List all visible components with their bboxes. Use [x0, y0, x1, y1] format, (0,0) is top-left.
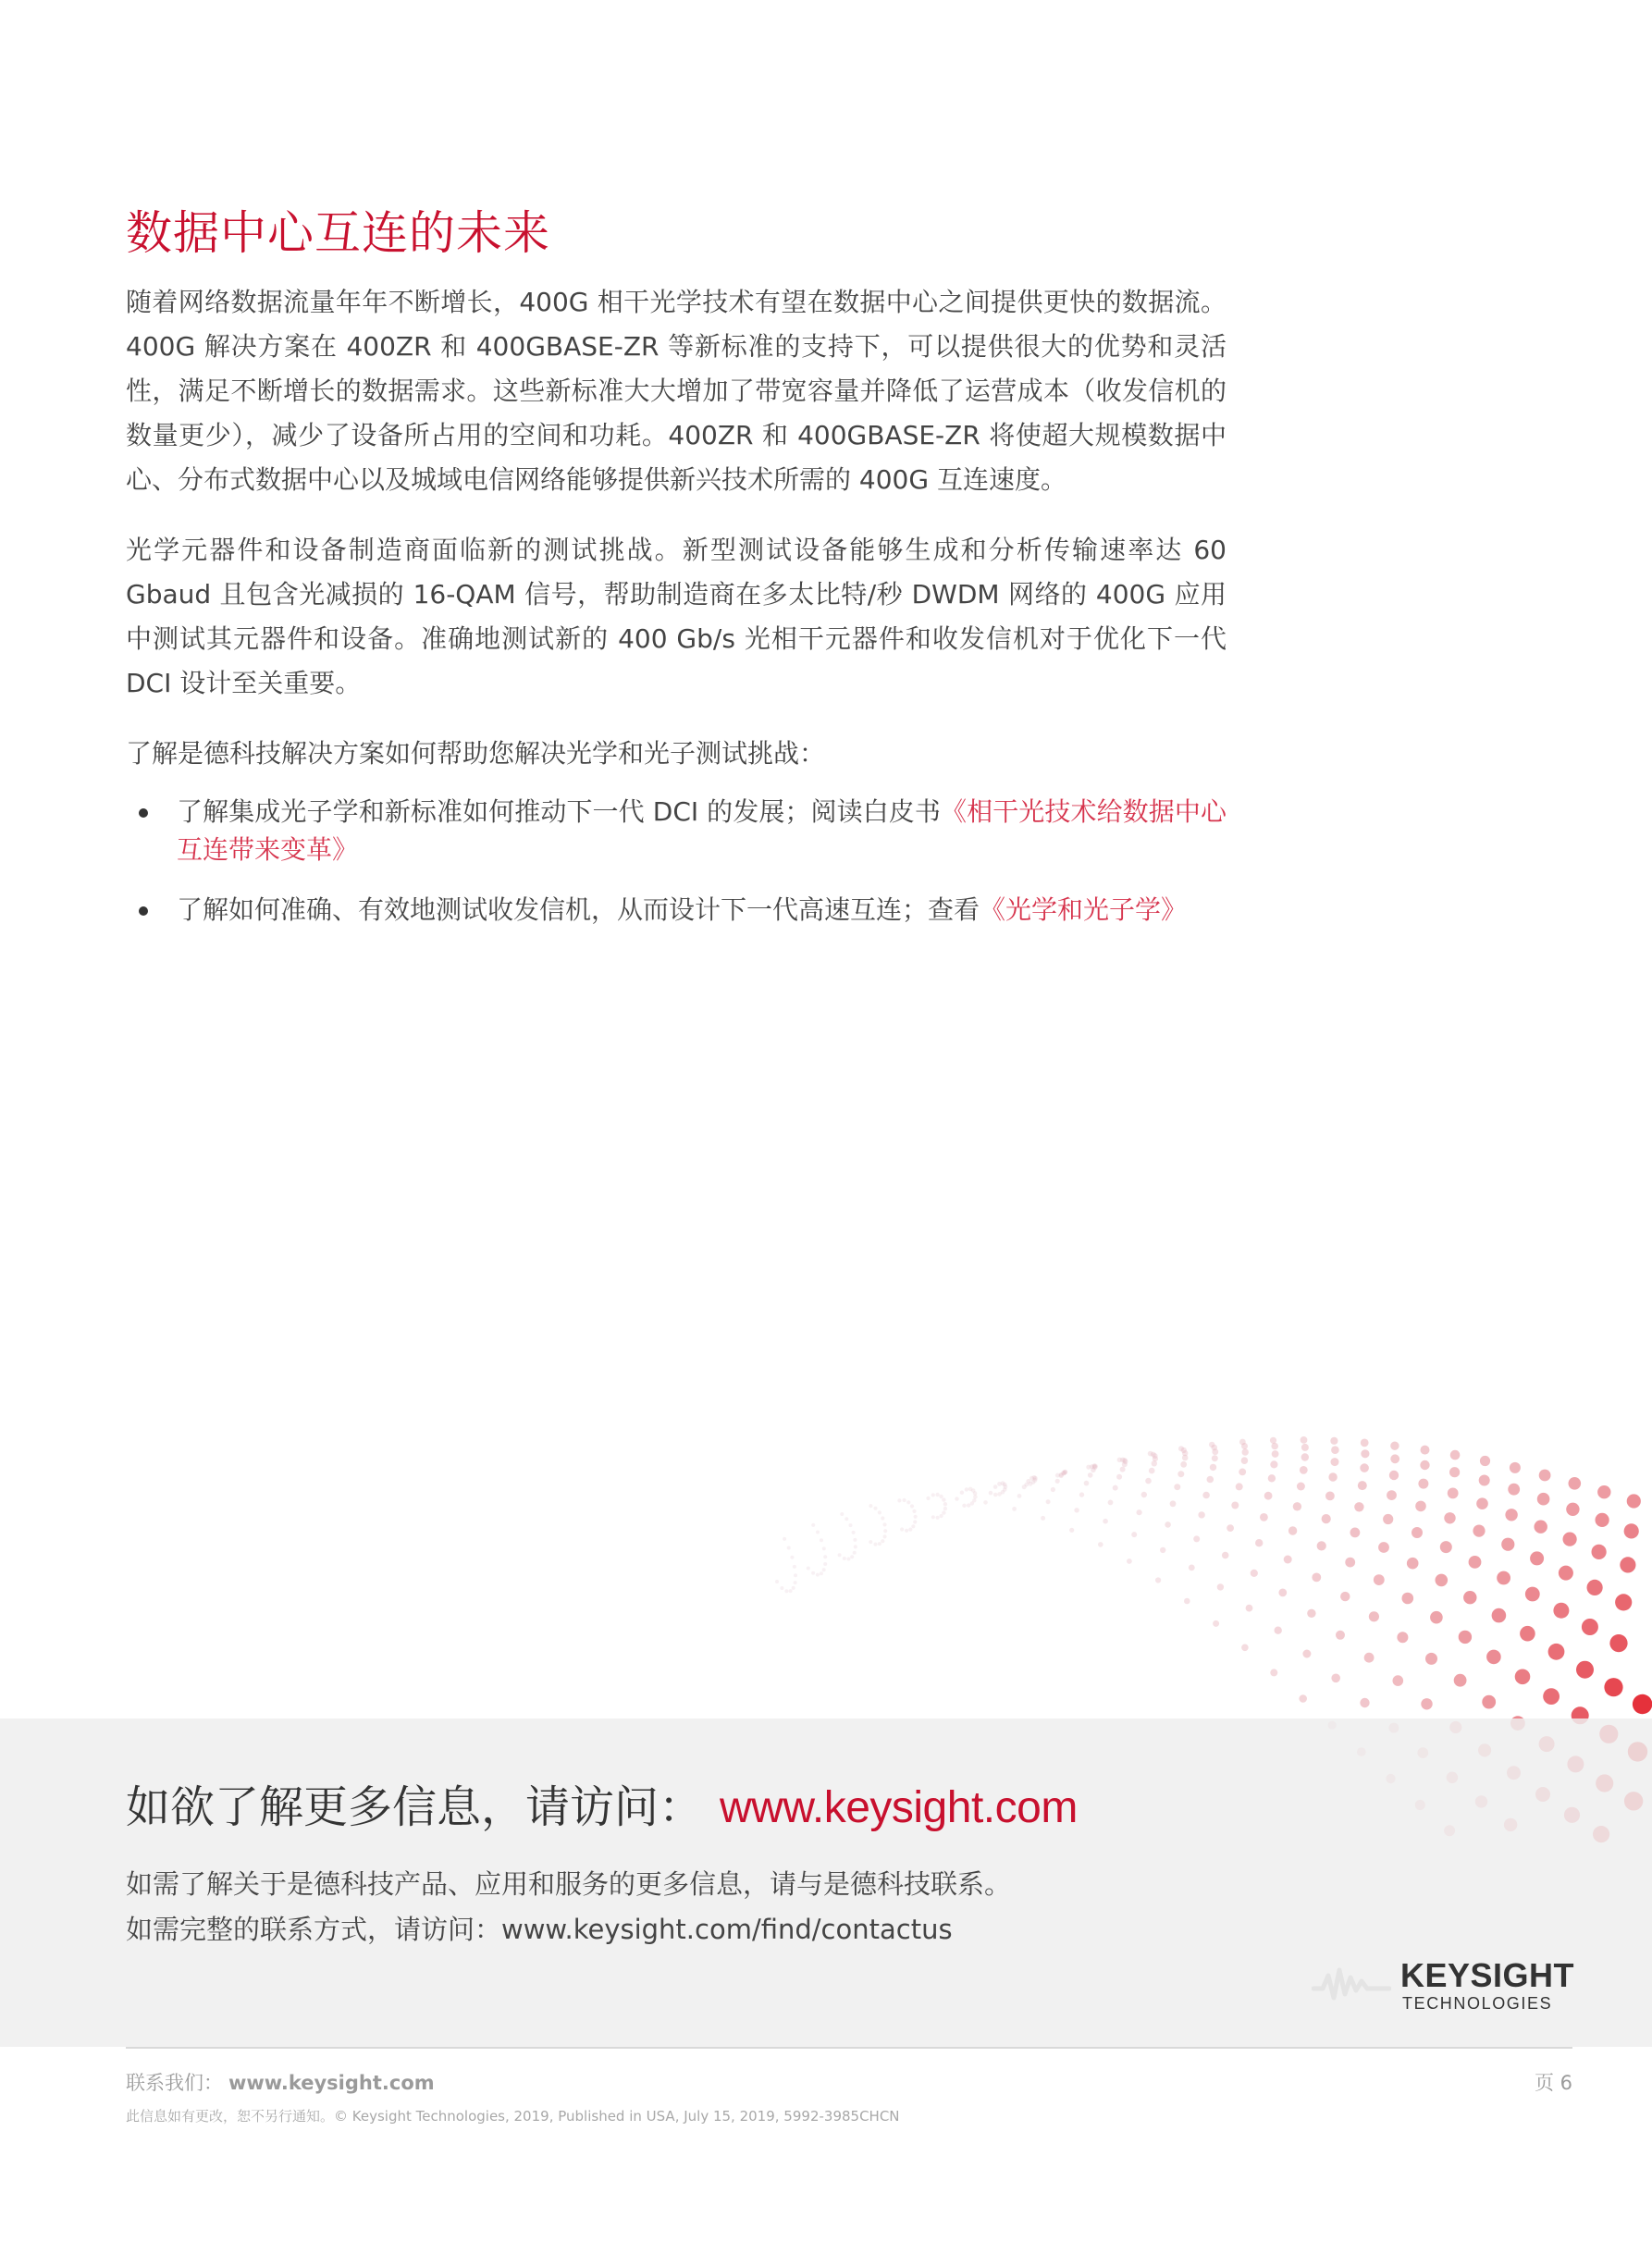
decorative-dot: [1364, 1653, 1375, 1663]
decorative-dot: [960, 1491, 964, 1495]
decorative-dot: [1510, 1462, 1521, 1473]
page-number: 页 6: [1534, 2072, 1572, 2094]
decorative-dot: [1469, 1556, 1482, 1569]
decorative-dot: [775, 1580, 779, 1583]
decorative-dot: [820, 1538, 823, 1542]
decorative-dot: [1361, 1439, 1369, 1447]
decorative-dot: [1165, 1521, 1171, 1528]
decorative-dot: [931, 1493, 935, 1497]
decorative-dot: [844, 1517, 848, 1521]
decorative-dot: [1360, 1463, 1369, 1472]
decorative-dot: [1330, 1437, 1338, 1445]
decorative-dot: [935, 1493, 939, 1497]
decorative-dot: [1275, 1627, 1282, 1634]
footer-contact-label: 联系我们：: [126, 2072, 223, 2094]
decorative-dot: [1270, 1669, 1277, 1676]
decorative-dot: [942, 1497, 945, 1501]
decorative-dot: [1322, 1514, 1331, 1523]
decorative-dot: [955, 1497, 958, 1500]
decorative-dot: [1421, 1446, 1430, 1455]
list-item-text: 了解如何准确、有效地测试收发信机，从而设计下一代高速互连；查看: [177, 894, 980, 925]
decorative-dot: [780, 1586, 783, 1590]
decorative-dot: [931, 1515, 935, 1519]
decorative-dot: [993, 1484, 998, 1489]
decorative-dot: [993, 1493, 998, 1497]
decorative-dot: [1046, 1499, 1051, 1504]
footer-site-link[interactable]: www.keysight.com: [228, 2072, 435, 2094]
decorative-dot: [1246, 1605, 1253, 1612]
cta-text: 如欲了解更多信息，请访问：: [126, 1781, 704, 1833]
decorative-dot: [1051, 1487, 1055, 1492]
decorative-dot: [1103, 1519, 1108, 1524]
decorative-dot: [1241, 1443, 1248, 1449]
decorative-dot: [793, 1565, 796, 1569]
decorative-dot: [1212, 1448, 1218, 1455]
footer-divider: [126, 2047, 1572, 2049]
decorative-dot: [1473, 1525, 1485, 1537]
decorative-dot: [1609, 1634, 1627, 1652]
decorative-dot: [926, 1497, 930, 1500]
decorative-dot: [853, 1551, 857, 1555]
decorative-dot: [1202, 1492, 1210, 1499]
decorative-dot: [1084, 1481, 1090, 1486]
decorative-dot: [1520, 1626, 1535, 1642]
decorative-dot: [850, 1555, 854, 1558]
decorative-dot: [794, 1573, 797, 1577]
decorative-dot: [1302, 1650, 1311, 1658]
decorative-dot: [983, 1500, 988, 1505]
decorative-dot: [1360, 1698, 1369, 1707]
decorative-dot: [1553, 1603, 1569, 1619]
decorative-dot: [1312, 1573, 1321, 1583]
decorative-dot: [940, 1514, 943, 1518]
decorative-dot: [882, 1522, 886, 1526]
decorative-dot: [1569, 1477, 1582, 1490]
decorative-dot: [1242, 1448, 1249, 1455]
decorative-dot: [905, 1529, 908, 1533]
decorative-dot: [881, 1539, 884, 1543]
decorative-dot: [1539, 1470, 1551, 1482]
decorative-dot: [1155, 1577, 1161, 1583]
decorative-dot: [1548, 1644, 1565, 1660]
decorative-dot: [1301, 1453, 1309, 1460]
decorative-dot: [874, 1507, 878, 1510]
decorative-dot: [1530, 1551, 1544, 1565]
decorative-dot: [912, 1509, 916, 1513]
decorative-dot: [1213, 1620, 1219, 1627]
decorative-dot: [1501, 1538, 1514, 1551]
decorative-dot: [1390, 1442, 1399, 1450]
list-item: [126, 793, 1227, 868]
decorative-dot: [1137, 1509, 1142, 1515]
decorative-dot: [1182, 1455, 1189, 1461]
decorative-dot: [1627, 1494, 1641, 1508]
decorative-dot: [1236, 1483, 1243, 1490]
decorative-dot: [1336, 1631, 1345, 1640]
decorative-dot: [943, 1507, 947, 1510]
decorative-dot: [1354, 1502, 1363, 1511]
decorative-dot: [968, 1487, 973, 1492]
keysight-url-link[interactable]: www.keysight.com: [720, 1783, 1078, 1832]
decorative-dot: [1079, 1492, 1084, 1497]
decorative-dot: [1207, 1476, 1214, 1484]
decorative-dot: [1149, 1468, 1155, 1474]
decorative-dot: [1576, 1661, 1594, 1679]
decorative-dot: [965, 1487, 968, 1491]
footer-contact: [126, 2068, 435, 2096]
decorative-dot: [1425, 1653, 1437, 1665]
decorative-dot: [838, 1553, 842, 1557]
decorative-dot: [942, 1510, 945, 1514]
decorative-dot: [908, 1528, 912, 1532]
decorative-dot: [900, 1527, 904, 1531]
decorative-dot: [853, 1538, 857, 1542]
decorative-dot: [1116, 1474, 1122, 1480]
decorative-dot: [1317, 1541, 1326, 1550]
decorative-dot: [897, 1498, 901, 1502]
decorative-dot: [1497, 1571, 1510, 1585]
decorative-dot: [1482, 1695, 1496, 1709]
decorative-dot: [1479, 1475, 1490, 1486]
decorative-dot: [1297, 1483, 1305, 1491]
decorative-dot: [1620, 1557, 1635, 1572]
decorative-dot: [790, 1556, 794, 1559]
decorative-dot: [1454, 1674, 1467, 1687]
list-item: [126, 891, 1227, 929]
decorative-dot: [822, 1546, 826, 1550]
decorative-dot: [1407, 1558, 1419, 1570]
decorative-dot: [1301, 1436, 1308, 1444]
decorative-dot: [1331, 1674, 1340, 1683]
decorative-dot: [823, 1555, 827, 1558]
decorative-dot: [1210, 1464, 1216, 1471]
decorative-dot: [1582, 1619, 1598, 1635]
optics-photonics-link[interactable]: 《光学和光子学》: [980, 894, 1188, 925]
decorative-dot: [807, 1567, 810, 1571]
decorative-dot: [1328, 1472, 1337, 1481]
decorative-dot: [1361, 1449, 1369, 1458]
decorative-dot: [1515, 1669, 1531, 1685]
decorative-dot: [1331, 1446, 1339, 1454]
decorative-dot: [881, 1516, 884, 1520]
decorative-dot: [1198, 1511, 1204, 1518]
decorative-dot: [1440, 1541, 1452, 1553]
decorative-dot: [1055, 1479, 1060, 1484]
decorative-dot: [878, 1510, 881, 1514]
decorative-dot: [1174, 1484, 1180, 1490]
decorative-dot: [1397, 1632, 1408, 1643]
decorative-dot: [1120, 1467, 1126, 1472]
decorative-dot: [1059, 1473, 1064, 1478]
decorative-dot: [1378, 1542, 1389, 1553]
decorative-dot: [1170, 1500, 1177, 1507]
decorative-dot: [1633, 1694, 1652, 1714]
decorative-dot: [1421, 1698, 1432, 1709]
decorative-dot: [1193, 1535, 1200, 1542]
decorative-dot: [1271, 1443, 1278, 1450]
decorative-dot: [1122, 1461, 1128, 1467]
decorative-dot: [914, 1515, 918, 1519]
decorative-dot: [1402, 1593, 1414, 1605]
decorative-dot: [1543, 1688, 1560, 1705]
decorative-dot: [1525, 1587, 1540, 1602]
decorative-dot: [1131, 1532, 1137, 1537]
decorative-dot: [989, 1491, 993, 1496]
decorative-dot: [1026, 1479, 1030, 1484]
decorative-dot: [816, 1573, 820, 1577]
decorative-dot: [1012, 1507, 1017, 1511]
decorative-dot: [1074, 1508, 1079, 1512]
decorative-dot: [1374, 1574, 1385, 1585]
decorative-dot: [1331, 1458, 1339, 1466]
decorative-dot: [1160, 1547, 1165, 1553]
bullet-icon: [139, 808, 148, 818]
decorative-dot: [1268, 1474, 1276, 1482]
decorative-dot: [1264, 1492, 1273, 1500]
decorative-dot: [1017, 1494, 1022, 1498]
decorative-dot: [1177, 1471, 1184, 1477]
decorative-dot: [820, 1571, 823, 1575]
decorative-dot: [869, 1540, 872, 1544]
decorative-dot: [906, 1500, 910, 1504]
decorative-dot: [1389, 1471, 1399, 1480]
logo-brand: KEYSIGHT: [1400, 1956, 1575, 1994]
decorative-dot: [1420, 1460, 1429, 1470]
decorative-dot: [852, 1531, 856, 1534]
decorative-dot: [1152, 1460, 1157, 1466]
decorative-dot: [1383, 1514, 1393, 1524]
decorative-dot: [1480, 1456, 1490, 1466]
decorative-dot: [1145, 1478, 1152, 1484]
decorative-dot: [789, 1589, 793, 1593]
decorative-dot: [1284, 1556, 1292, 1564]
decorative-dot: [1325, 1492, 1335, 1501]
decorative-dot: [878, 1542, 881, 1546]
decorative-dot: [973, 1495, 978, 1499]
decorative-dot: [1436, 1574, 1449, 1587]
decorative-dot: [840, 1512, 844, 1516]
decorative-dot: [943, 1502, 947, 1506]
decorative-dot: [811, 1523, 815, 1527]
decorative-dot: [1563, 1533, 1577, 1546]
decorative-dot: [847, 1558, 851, 1561]
decorative-dot: [1260, 1513, 1268, 1521]
decorative-dot: [1069, 1528, 1074, 1533]
decorative-dot: [811, 1571, 815, 1575]
decorative-dot: [1108, 1500, 1114, 1506]
decorative-dot: [869, 1504, 872, 1508]
paragraph-testing: 光学元器件和设备制造商面临新的测试挑战。新型测试设备能够生成和分析传输速率达 60 Gbaud 且包含光减损的 16-QAM 信号，帮助制造商在多太比特/秒 DWDM 网络的 400G 应用中测试其元器件和设备。准确地测试新的 400 Gb/s 光相干元器件和收发信机对于优化下一代 DCI 设计至关重要。: [126, 535, 1227, 698]
decorative-dot: [1127, 1558, 1132, 1564]
decorative-dot: [1212, 1455, 1218, 1461]
decorative-dot: [1141, 1492, 1147, 1497]
decorative-dot: [1448, 1488, 1459, 1499]
decorative-dot: [1592, 1545, 1607, 1559]
decorative-dot: [1299, 1694, 1307, 1703]
resource-list: [126, 793, 1227, 929]
solutions-intro: 了解是德科技解决方案如何帮助您解决光学和光子测试挑战：: [126, 738, 826, 769]
decorative-dot: [1241, 1457, 1249, 1464]
decorative-dot: [1340, 1592, 1350, 1601]
decorative-dot: [1241, 1645, 1249, 1652]
decorative-dot: [1535, 1521, 1547, 1534]
decorative-dot: [1022, 1484, 1027, 1489]
decorative-dot: [1566, 1503, 1579, 1516]
decorative-dot: [1231, 1502, 1239, 1509]
decorative-dot: [972, 1498, 976, 1502]
bullet-icon: [139, 906, 148, 916]
decorative-dot: [939, 1495, 943, 1498]
decorative-dot: [1358, 1481, 1367, 1490]
decorative-dot: [823, 1562, 827, 1566]
decorative-dot: [874, 1543, 878, 1546]
decorative-dot: [1272, 1450, 1279, 1458]
decorative-dot: [783, 1537, 786, 1541]
decorative-dot: [816, 1531, 820, 1534]
keysight-logo: [1312, 1956, 1575, 2016]
decorative-dot: [1180, 1461, 1187, 1468]
decorative-dot: [1345, 1558, 1355, 1568]
decorative-dot: [1604, 1678, 1622, 1696]
decorative-dot: [962, 1504, 966, 1508]
contact-cta: [126, 1771, 1078, 1835]
decorative-dot: [1293, 1502, 1301, 1510]
decorative-dot: [1270, 1460, 1277, 1468]
decorative-dot: [1486, 1650, 1501, 1665]
decorative-dot: [784, 1589, 788, 1593]
decorative-dot: [1624, 1523, 1639, 1538]
decorative-dot: [849, 1523, 853, 1527]
decorative-dot: [1418, 1479, 1428, 1489]
decorative-dot: [1217, 1583, 1224, 1590]
decorative-dot: [1430, 1611, 1443, 1624]
decorative-dot: [1412, 1527, 1423, 1538]
decorative-dot: [910, 1504, 914, 1508]
decorative-dot: [1307, 1609, 1315, 1618]
legal-notice: 此信息如有更改，恕不另行通知。© Keysight Technologies, 2019, Published in USA, July 15, 2019, 5992-3985CHCN: [126, 2108, 900, 2125]
decorative-dot: [1350, 1528, 1361, 1538]
decorative-dot: [1615, 1594, 1632, 1610]
decorative-dot: [1587, 1580, 1603, 1595]
decorative-dot: [1091, 1468, 1096, 1473]
decorative-dot: [1537, 1493, 1550, 1506]
decorative-dot: [843, 1557, 846, 1560]
decorative-dot: [1041, 1516, 1045, 1521]
decorative-dot: [1390, 1454, 1399, 1463]
logo-subtitle: TECHNOLOGIES: [1402, 1994, 1553, 2013]
decorative-dot: [1184, 1598, 1190, 1605]
decorative-dot: [1222, 1552, 1229, 1559]
decorative-dot: [794, 1581, 797, 1584]
decorative-dot: [1278, 1589, 1287, 1597]
decorative-dot: [1088, 1472, 1093, 1478]
decorative-dot: [1288, 1526, 1297, 1534]
article: [126, 203, 1227, 951]
decorative-dot: [1369, 1611, 1379, 1621]
page-title: 数据中心互连的未来: [126, 206, 550, 260]
decorative-dot: [1255, 1539, 1263, 1546]
decorative-dot: [1239, 1469, 1246, 1476]
decorative-dot: [792, 1586, 795, 1590]
decorative-dot: [1444, 1512, 1455, 1523]
decorative-dot: [1459, 1631, 1472, 1644]
decorative-dot: [822, 1568, 826, 1571]
contact-info-line: 如需了解关于是德科技产品、应用和服务的更多信息，请与是德科技联系。: [126, 1868, 1012, 1900]
decorative-dot: [1596, 1513, 1609, 1527]
decorative-dot: [1393, 1675, 1404, 1686]
decorative-dot: [854, 1545, 857, 1548]
decorative-dot: [1251, 1570, 1258, 1577]
decorative-dot: [1098, 1542, 1103, 1547]
list-item-text: 了解集成光子学和新标准如何推动下一代 DCI 的发展；阅读白皮书: [177, 796, 941, 827]
decorative-dot: [882, 1534, 886, 1538]
decorative-dot: [1301, 1444, 1309, 1451]
decorative-dot: [1505, 1509, 1517, 1521]
decorative-dot: [913, 1520, 917, 1523]
decorative-dot: [1508, 1484, 1520, 1496]
decorative-dot: [1492, 1608, 1507, 1623]
decorative-dot: [967, 1503, 970, 1507]
contact-us-line: 如需完整的联系方式，请访问：www.keysight.com/find/contactus: [126, 1914, 953, 1945]
decorative-dot: [1300, 1466, 1308, 1474]
decorative-dot: [1227, 1524, 1234, 1532]
decorative-dot: [911, 1524, 915, 1528]
decorative-dot: [1415, 1501, 1426, 1512]
decorative-dot: [1113, 1485, 1118, 1491]
decorative-dot: [1476, 1497, 1488, 1509]
whitepaper-link[interactable]: 《相干光技术给数据中心互连带来变革》: [177, 796, 1227, 865]
keysight-wave-icon: [1312, 1963, 1391, 2003]
decorative-dot: [936, 1516, 940, 1520]
decorative-dot: [903, 1498, 906, 1502]
decorative-dot: [883, 1529, 887, 1533]
decorative-dot: [787, 1546, 791, 1550]
paragraph-intro: 随着网络数据流量年年不断增长，400G 相干光学技术有望在数据中心之间提供更快的数据流。400G 解决方案在 400ZR 和 400GBASE-ZR 等新标准的支持下，可以提供很大的优势和灵活性，满足不断增长的数据需求。这些新标准大大增加了带宽容量并降低了运营成本（收发信机的数量更少），减少了设备所占用的空间和功耗。400ZR 和 400GBASE-ZR 将使超大规模数据中心、分布式数据中心以及城域电信网络能够提供新兴技术所需的 400G 互连速度。: [126, 287, 1227, 495]
decorative-dot: [1189, 1565, 1195, 1571]
decorative-dot: [1559, 1566, 1573, 1581]
decorative-dot: [1597, 1485, 1610, 1498]
decorative-dot: [997, 1482, 1002, 1486]
decorative-dot: [1449, 1467, 1460, 1477]
decorative-dot: [1450, 1450, 1461, 1460]
decorative-dot: [1463, 1591, 1476, 1604]
decorative-dot: [1387, 1490, 1397, 1500]
